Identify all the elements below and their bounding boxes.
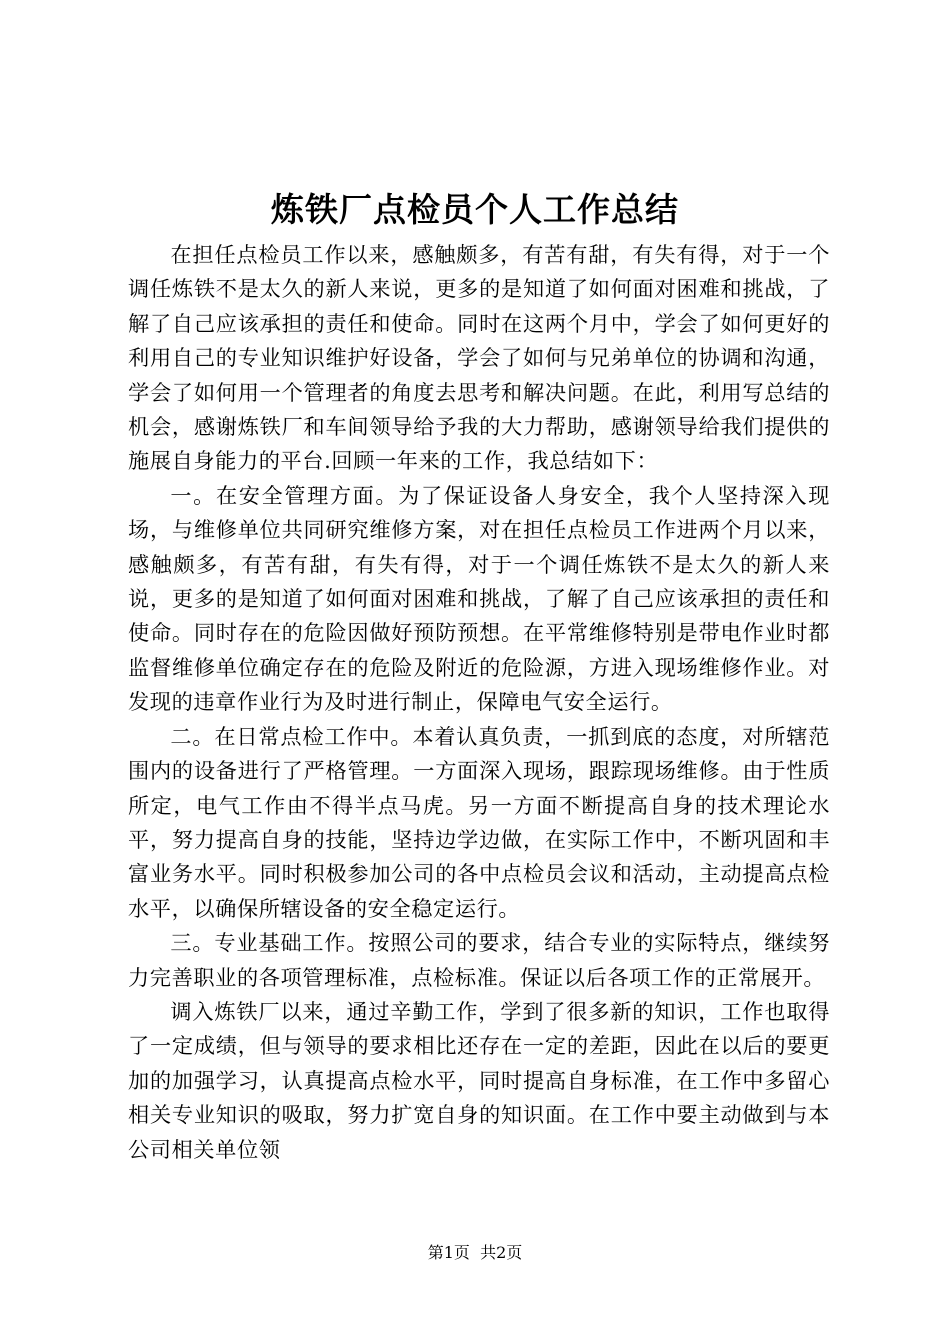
paragraph-professional-basics: 三。专业基础工作。按照公司的要求，结合专业的实际特点，继续努力完善职业的各项管理标准，点检标准。保证以后各项工作的正常展开。: [128, 930, 830, 990]
page-number: 第1页 共2页: [427, 1243, 523, 1262]
paragraph-intro: 在担任点检员工作以来，感触颇多，有苦有甜，有失有得，对于一个调任炼铁不是太久的新人来说，更多的是知道了如何面对困难和挑战，了解了自己应该承担的责任和使命。同时在这两个月中，学会了如何更好的利用自己的专业知识维护好设备，学会了如何与兄弟单位的协调和沟通，学会了如何用一个管理者的角度去思考和解决问题。在此，利用写总结的机会，感谢炼铁厂和车间领导给予我的大力帮助，感谢领导给我们提供的施展自身能力的平台.回顾一年来的工作，我总结如下：: [128, 242, 830, 474]
page-footer: [0, 1241, 950, 1265]
paragraph-conclusion: 调入炼铁厂以来，通过辛勤工作，学到了很多新的知识，工作也取得了一定成绩，但与领导的要求相比还存在一定的差距，因此在以后的要更加的加强学习，认真提高点检水平，同时提高自身标准，在工作中多留心相关专业知识的吸取，努力扩宽自身的知识面。在工作中要主动做到与本公司相关单位领: [128, 998, 830, 1162]
document-title: 炼铁厂点检员个人工作总结: [271, 190, 679, 229]
paragraph-safety-management: 一。在安全管理方面。为了保证设备人身安全，我个人坚持深入现场，与维修单位共同研究维修方案，对在担任点检员工作进两个月以来，感触颇多，有苦有甜，有失有得，对于一个调任炼铁不是太久的新人来说，更多的是知道了如何面对困难和挑战，了解了自己应该承担的责任和使命。同时存在的危险因做好预防预想。在平常维修特别是带电作业时都监督维修单位确定存在的危险及附近的危险源，方进入现场维修作业。对发现的违章作业行为及时进行制止，保障电气安全运行。: [128, 482, 830, 715]
document-body: [128, 238, 830, 1167]
paragraph-daily-inspection: 二。在日常点检工作中。本着认真负责，一抓到底的态度，对所辖范围内的设备进行了严格管理。一方面深入现场，跟踪现场维修。由于性质所定，电气工作由不得半点马虎。另一方面不断提高自身的技术理论水平，努力提高自身的技能，坚持边学边做，在实际工作中，不断巩固和丰富业务水平。同时积极参加公司的各中点检员会议和活动，主动提高点检水平，以确保所辖设备的安全稳定运行。: [128, 723, 830, 921]
